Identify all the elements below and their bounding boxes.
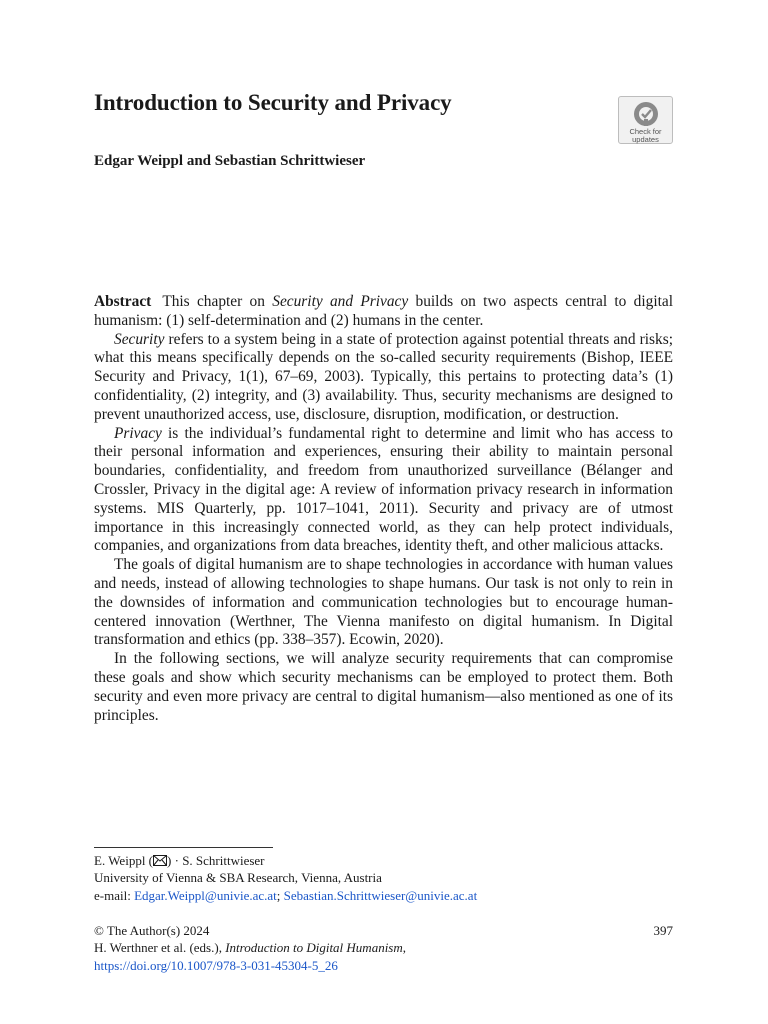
copyright-line: © The Author(s) 2024 397 [94, 923, 673, 938]
check-for-updates-icon [633, 101, 659, 127]
envelope-icon [153, 855, 167, 866]
footnote-affiliation: University of Vienna & SBA Research, Vienna, Austria [94, 870, 382, 886]
email-link-weippl[interactable]: Edgar.Weippl@univie.ac.at [134, 887, 277, 903]
doi-link[interactable]: https://doi.org/10.1007/978-3-031-45304-5_26 [94, 957, 338, 973]
author-names: Edgar Weippl and Sebastian Schrittwieser [94, 153, 366, 169]
footnote-block [94, 852, 673, 904]
abstract-paragraph-2: Security refers to a system being in a state of protection against potential threats and risks; what this means specifically depends on the so-called security requirements (Bishop, IEEE Security and Privacy, 1(1), 67–69, 2003). Typically, this pertains to protecting data’s (1) confidentiality, (2) integrity, and (3) availability. Thus, security mechanisms are designed to prevent unauthorized access, use, disclosure, disruption, modification, or destruction. [94, 330, 673, 423]
footnote-emails: e-mail: Edgar.Weippl@univie.ac.at; Sebastian.Schrittwieser@univie.ac.at [94, 887, 478, 903]
footnote-authors: E. Weippl ( ) · S. Schrittwieser [94, 853, 265, 868]
page-number: 397 [653, 923, 673, 938]
abstract-paragraph-3: Privacy is the individual’s fundamental right to determine and limit who has access to their personal information and experiences, ensuring their ability to maintain personal boundaries, confidentiality, and freedom from unauthorized surveillance (Bélanger and Crossler, Privacy in the digital age: A review of information privacy research in information systems. MIS Quarterly, pp. 1017–1041, 2011). Security and privacy are of utmost importance in this increasingly connected world, as they can help protect individuals, companies, and organizations from data breaches, identity theft, and other malicious attacks. [94, 424, 673, 555]
book-citation: H. Werthner et al. (eds.), Introduction to Digital Humanism, [94, 940, 406, 956]
abstract-paragraph-1: Abstract This chapter on Security and Privacy builds on two aspects central to digital humanism: (1) self-determination and (2) humans in the center. [94, 293, 674, 329]
abstract-paragraph-4: The goals of digital humanism are to shape technologies in accordance with human values and needs, instead of allowing technologies to shape humans. Our task is not only to rein in the downsides of information and communication technologies but to encourage human-centered innovation (Werthner, The Vienna manifesto on digital humanism. In Digital transformation and ethics (pp. 338–357). Ecowin, 2020). [94, 556, 673, 649]
footnote-divider [94, 847, 273, 848]
abstract-section [94, 293, 673, 725]
publication-info [94, 922, 673, 974]
abstract-label: Abstract [94, 293, 152, 310]
check-for-updates-badge[interactable] [618, 96, 673, 144]
badge-label: Check for updates [629, 127, 662, 144]
chapter-title: Introduction to Security and Privacy [94, 90, 452, 115]
email-link-schrittwieser[interactable]: Sebastian.Schrittwieser@univie.ac.at [283, 887, 478, 903]
abstract-paragraph-5: In the following sections, we will analyze security requirements that can compromise these goals and show which security mechanisms can be employed to protect them. Both security and even more privacy are central to digital humanism—also mentioned as one of its principles. [94, 650, 673, 724]
